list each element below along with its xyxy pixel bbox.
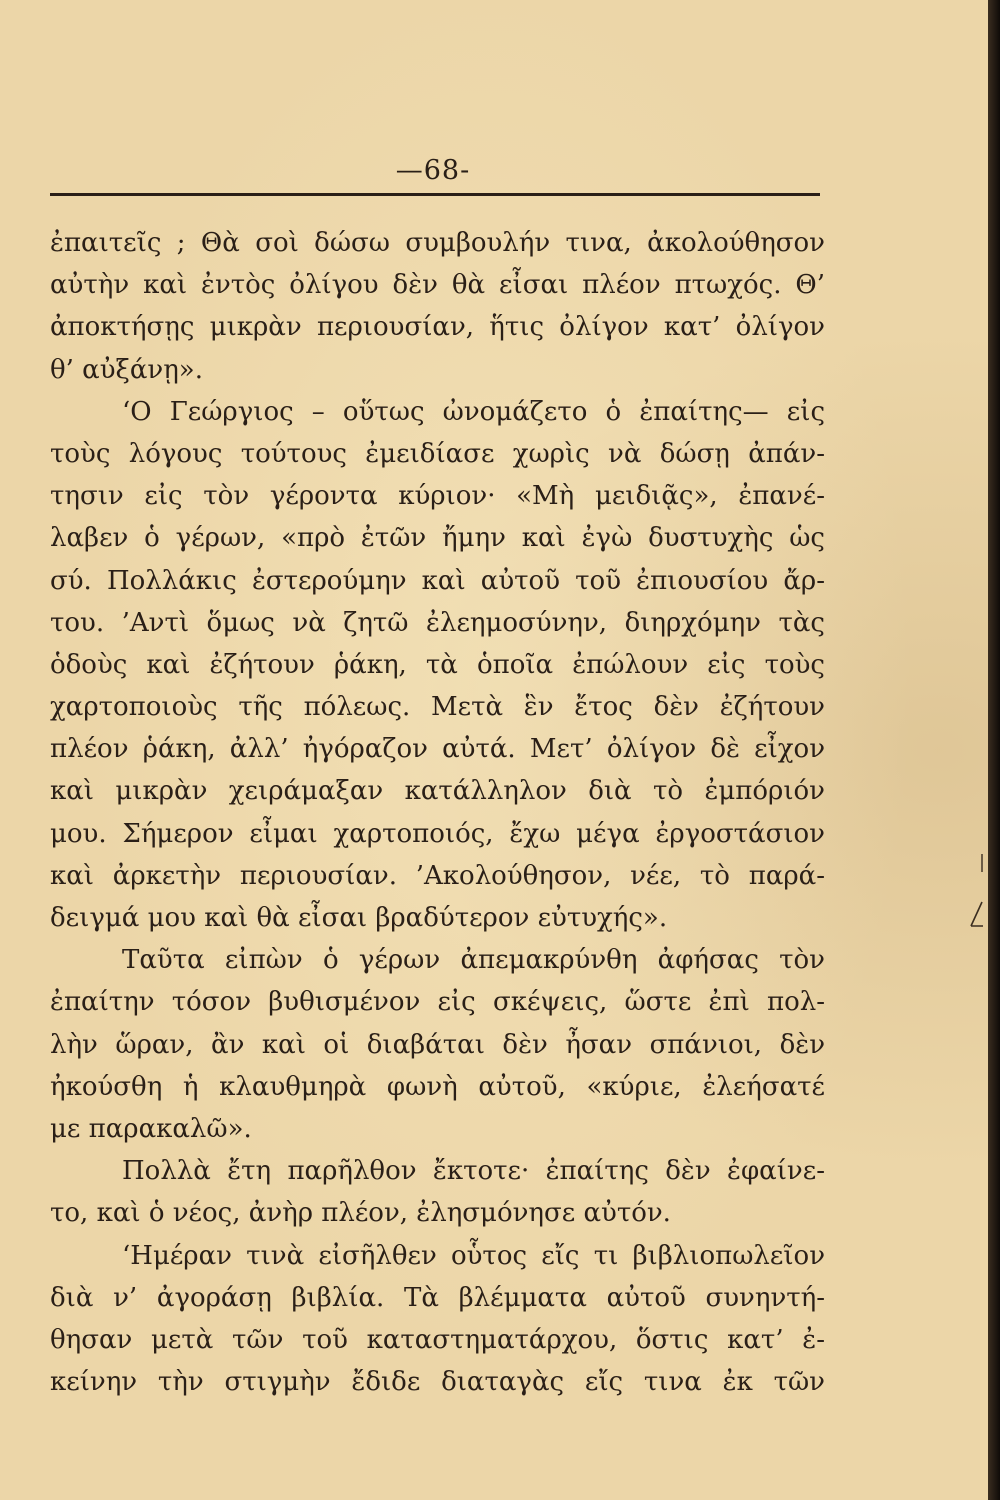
text-line: λὴν ὥραν, ἂν καὶ οἱ διαβάται δὲν ἦσαν σπάνιοι, δὲν [50,1029,825,1060]
text-line: θησαν μετὰ τῶν τοῦ καταστηματάρχου, ὅστις κατ’ ἐ- [50,1324,825,1355]
text-line: κείνην τὴν στιγμὴν ἔδιδε διαταγὰς εἴς τινα ἐκ τῶν [50,1367,825,1398]
page-number: —68- [395,155,471,186]
text-line: χαρτοποιοὺς τῆς πόλεως. Μετὰ ἓν ἔτος δὲν ἐζήτουν [50,692,825,723]
margin-pencil-mark-icon [968,900,986,930]
text-line: αὐτὴν καὶ ἐντὸς ὀλίγου δὲν θὰ εἶσαι πλέον πτωχός. Θ’ [50,270,825,301]
body-text [50,222,825,1403]
text-line: το, καὶ ὁ νέος, ἀνὴρ πλέον, ἐλησμόνησε αὐτόν. [50,1198,671,1229]
margin-tick-mark-icon [978,852,986,874]
paragraph-start-line: ‘Ημέραν τινὰ εἰσῆλθεν οὗτος εἴς τι βιβλιοπωλεῖον [122,1240,825,1271]
paragraph-start-line: ‘Ο Γεώργιος – οὕτως ὠνομάζετο ὁ ἐπαίτης— εἰς [122,396,825,427]
page-edge-shadow [988,0,1000,1500]
header-rule [50,193,820,196]
text-line: ἐπαίτην τόσον βυθισμένον εἰς σκέψεις, ὥστε ἐπὶ πολ- [50,987,825,1018]
text-line: θ’ αὐξάνῃ». [50,354,203,385]
paragraph-start-line: Πολλὰ ἔτη παρῆλθον ἔκτοτε· ἐπαίτης δὲν ἐφαίνε- [122,1156,825,1187]
text-line: μου. Σήμερον εἶμαι χαρτοποιός, ἔχω μέγα ἐργοστάσιον [50,818,825,849]
text-line: με παρακαλῶ». [50,1113,252,1144]
text-line: λαβεν ὁ γέρων, «πρὸ ἐτῶν ἤμην καὶ ἐγὼ δυστυχὴς ὡς [50,523,825,554]
text-line: δειγμά μου καὶ θὰ εἶσαι βραδύτερον εὐτυχής». [50,903,668,933]
text-line: ἐπαιτεῖς ; Θὰ σοὶ δώσω συμβουλήν τινα, ἀκολούθησον [50,228,825,258]
text-line: διὰ ν’ ἀγοράσῃ βιβλία. Τὰ βλέμματα αὐτοῦ συνηντή- [50,1282,825,1313]
text-line: πλέον ῥάκη, ἀλλ’ ἠγόραζον αὐτά. Μετ’ ὀλίγον δὲ εἶχον [50,734,825,765]
text-line: τοὺς λόγους τούτους ἐμειδίασε χωρὶς νὰ δώσῃ ἀπάν- [50,438,825,469]
text-line: καὶ μικρὰν χειράμαξαν κατάλληλον διὰ τὸ ἐμπόριόν [50,776,825,807]
text-line: ἠκούσθη ἡ κλαυθμηρὰ φωνὴ αὐτοῦ, «κύριε, ἐλεήσατέ [50,1071,825,1102]
text-line: τησιν εἰς τὸν γέροντα κύριον· «Μὴ μειδιᾷς», ἐπανέ- [50,481,825,512]
paragraph-start-line: Ταῦτα εἰπὼν ὁ γέρων ἀπεμακρύνθη ἀφήσας τὸν [122,945,825,976]
text-line: καὶ ἀρκετὴν περιουσίαν. ’Ακολούθησον, νέε, τὸ παρά- [50,860,825,891]
text-line: ἀποκτήσῃς μικρὰν περιουσίαν, ἥτις ὀλίγον κατ’ ὀλίγον [50,312,825,343]
text-line: σύ. Πολλάκις ἐστερούμην καὶ αὐτοῦ τοῦ ἐπιουσίου ἄρ- [50,565,825,596]
text-line: ὁδοὺς καὶ ἐζήτουν ῥάκη, τὰ ὁποῖα ἐπώλουν εἰς τοὺς [50,649,825,680]
text-line: του. ’Αντὶ ὅμως νὰ ζητῶ ἐλεημοσύνην, διηρχόμην τὰς [50,607,825,638]
